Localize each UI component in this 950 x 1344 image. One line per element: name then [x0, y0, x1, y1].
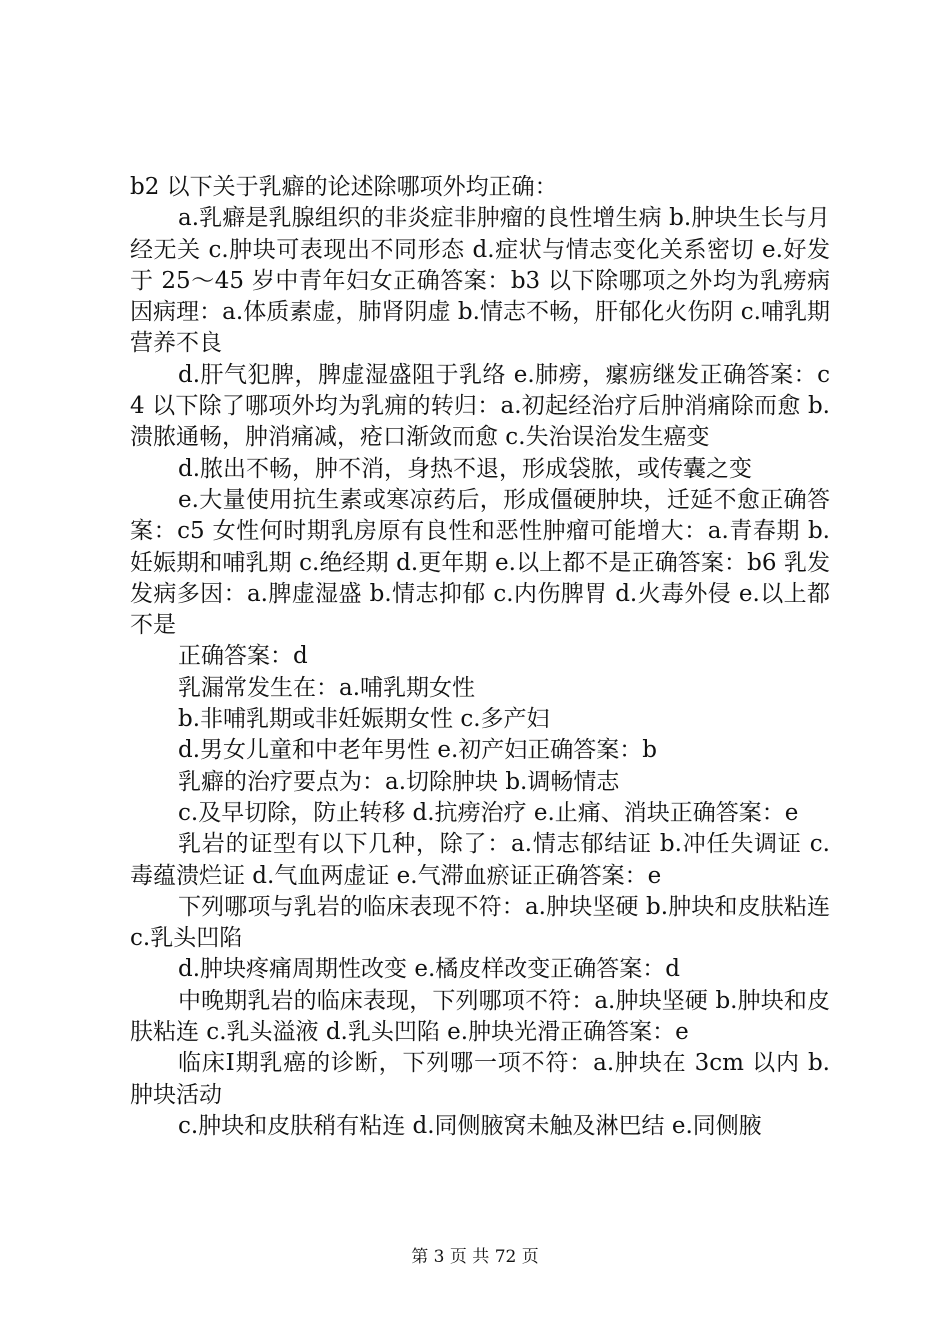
- document-body: [130, 172, 830, 1142]
- paragraph: a.乳癖是乳腺组织的非炎症非肿瘤的良性增生病 b.肿块生长与月经无关 c.肿块可表现出不同形态 d.症状与情志变化关系密切 e.好发于 25～45 岁中青年妇女正确答案：b3 以下除哪项之外均为乳痨病因病理：a.体质素虚，肺肾阴虚 b.情志不畅，肝郁化火伤阴 c.哺乳期营养不良: [130, 205, 830, 357]
- paragraph: d.肝气犯脾，脾虚湿盛阻于乳络 e.肺痨，瘰疬继发正确答案：c4 以下除了哪项外均为乳痈的转归：a.初起经治疗后肿消痛除而愈 b.溃脓通畅，肿消痛减，疮口渐敛而愈 c.失治误治发生癌变: [130, 361, 830, 451]
- page-footer: 第 3 页 共 72 页: [411, 1247, 539, 1267]
- paragraph: 正确答案：d: [178, 643, 308, 670]
- paragraph: 乳癖的治疗要点为：a.切除肿块 b.调畅情志: [178, 768, 620, 795]
- paragraph: 中晚期乳岩的临床表现，下列哪项不符：a.肿块坚硬 b.肿块和皮肤粘连 c.乳头溢液 d.乳头凹陷 e.肿块光滑正确答案：e: [130, 987, 830, 1046]
- paragraph: 乳漏常发生在：a.哺乳期女性: [178, 674, 476, 701]
- paragraph: 下列哪项与乳岩的临床表现不符：a.肿块坚硬 b.肿块和皮肤粘连 c.乳头凹陷: [130, 893, 830, 952]
- paragraph: b.非哺乳期或非妊娠期女性 c.多产妇: [178, 706, 550, 733]
- paragraph: d.肿块疼痛周期性改变 e.橘皮样改变正确答案：d: [178, 956, 680, 983]
- paragraph: 临床Ⅰ期乳癌的诊断，下列哪一项不符：a.肿块在 3cm 以内 b.肿块活动: [130, 1050, 830, 1108]
- paragraph: 乳岩的证型有以下几种，除了：a.情志郁结证 b.冲任失调证 c.毒蕴溃烂证 d.气血两虚证 e.气滞血瘀证正确答案：e: [130, 831, 830, 889]
- paragraph: b2 以下关于乳癖的论述除哪项外均正确：: [130, 174, 558, 200]
- paragraph: d.男女儿童和中老年男性 e.初产妇正确答案：b: [178, 737, 657, 764]
- paragraph: c.及早切除，防止转移 d.抗痨治疗 e.止痛、消块正确答案：e: [178, 799, 799, 826]
- paragraph: c.肿块和皮肤稍有粘连 d.同侧腋窝未触及淋巴结 e.同侧腋: [178, 1112, 762, 1139]
- paragraph: d.脓出不畅，肿不消，身热不退，形成袋脓，或传囊之变: [178, 455, 753, 482]
- paragraph: e.大量使用抗生素或寒凉药后，形成僵硬肿块，迁延不愈正确答案：c5 女性何时期乳房原有良性和恶性肿瘤可能增大：a.青春期 b.妊娠期和哺乳期 c.绝经期 d.更年期 e.以上都不是正确答案：b6 乳发发病多因：a.脾虚湿盛 b.情志抑郁 c.内伤脾胃 d.火毒外侵 e.以上都不是: [130, 486, 830, 639]
